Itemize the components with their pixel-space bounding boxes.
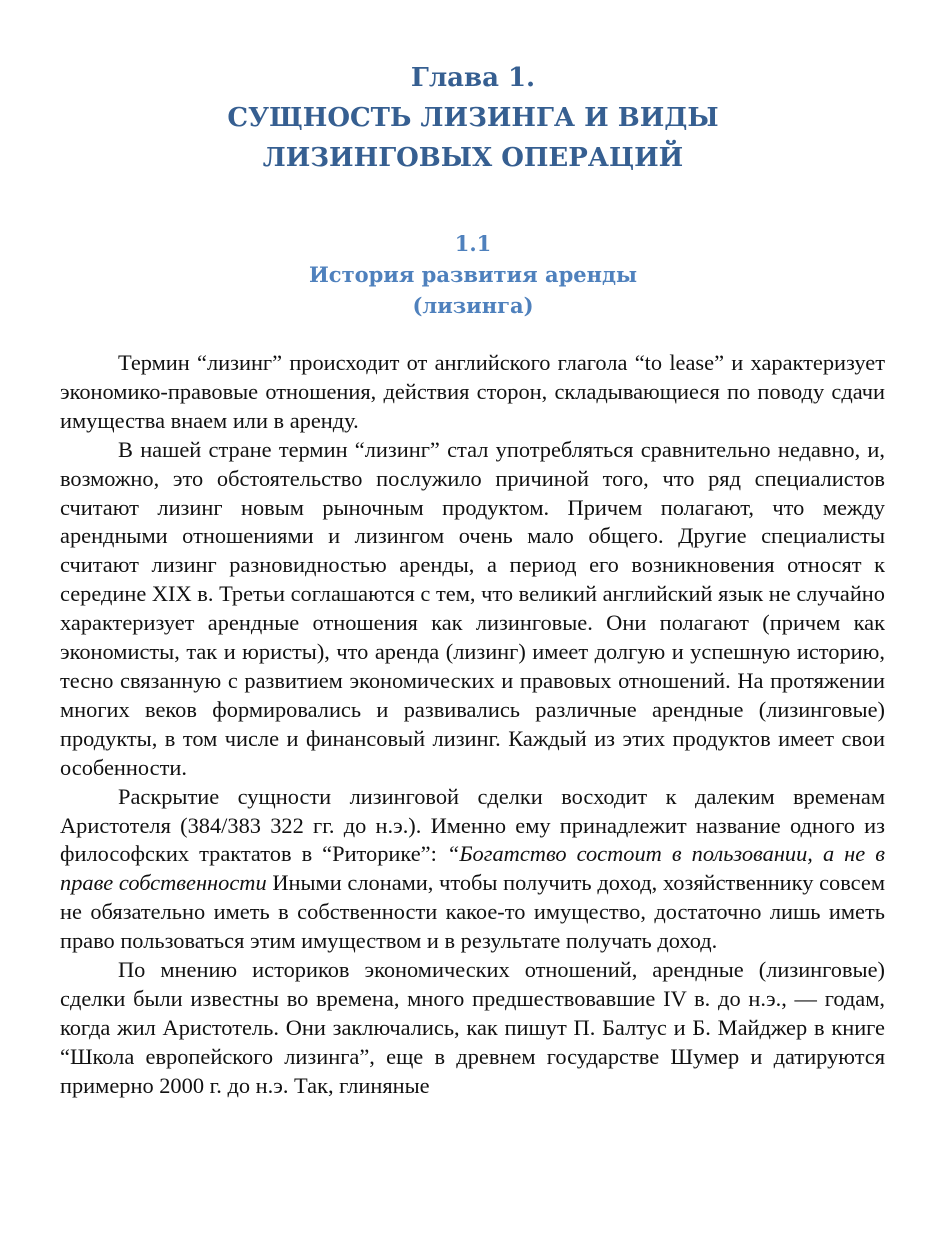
body-text [60, 349, 885, 1101]
section-title-line-2: (лизинга) [412, 293, 534, 318]
section-title-line-1: История развития аренды [308, 262, 638, 287]
paragraph-3-text-after: Иными слонами, чтобы получить доход, хозяйственнику совсем не обязательно иметь в собственности какое-то имущество, достаточно лишь иметь право пользоваться этим имуществом и в результате получать доход. [60, 870, 885, 954]
chapter-heading [0, 58, 946, 178]
paragraph-4: По мнению историков экономических отношений, арендные (лизинговые) сделки были известны во времена, много предшествовавшие IV в. до н.э., — годам, когда жил Аристотель. Они заключались, как пишут П. Балтус и Б. Майджер в книге “Школа европейского лизинга”, еще в древнем государстве Шумер и датируются примерно 2000 г. до н.э. Так, глиняные [60, 957, 885, 1098]
section-heading [0, 228, 946, 321]
chapter-number: Глава 1. [410, 63, 536, 93]
aristotle-quote: “Богатство состоит в пользовании, а не в праве собственности [60, 841, 885, 896]
chapter-title-line-2: ЛИЗИНГОВЫХ ОПЕРАЦИЙ [262, 143, 684, 173]
paragraph-1: Термин “лизинг” происходит от английского глагола “to lease” и характеризует экономико-правовые отношения, действия сторон, складывающиеся по поводу сдачи имущества внаем или в аренду. [60, 350, 885, 433]
paragraph-2: В нашей стране термин “лизинг” стал употребляться сравнительно недавно, и, возможно, это обстоятельство послужило причиной того, что ряд специалистов считают лизинг новым рыночным продуктом. Причем полагают, что между арендными отношениями и лизингом очень мало общего. Другие специалисты считают лизинг разновидностью аренды, а период его возникновения относят к середине XIX в. Третьи соглашаются с тем, что великий английский язык не случайно характеризует арендные отношения как лизинговые. Они полагают (причем как экономисты, так и юристы), что аренда (лизинг) имеет долгую и успешную историю, тесно связанную с развитием экономических и правовых отношений. На протяжении многих веков формировались и развивались различные арендные (лизинговые) продукты, в том числе и финансовый лизинг. Каждый из этих продуктов имеет свои особенности. [60, 436, 885, 780]
paragraph-3 [60, 783, 885, 956]
paragraph-3-text-before: Раскрытие сущности лизинговой сделки восходит к далеким временам Аристотеля (384/383 322 гг. до н.э.). Именно ему принадлежит название одного из философских трактатов в “Риторике”: [60, 783, 885, 867]
chapter-title-line-1: СУЩНОСТЬ ЛИЗИНГА И ВИДЫ [227, 103, 719, 133]
section-number: 1.1 [454, 231, 492, 256]
